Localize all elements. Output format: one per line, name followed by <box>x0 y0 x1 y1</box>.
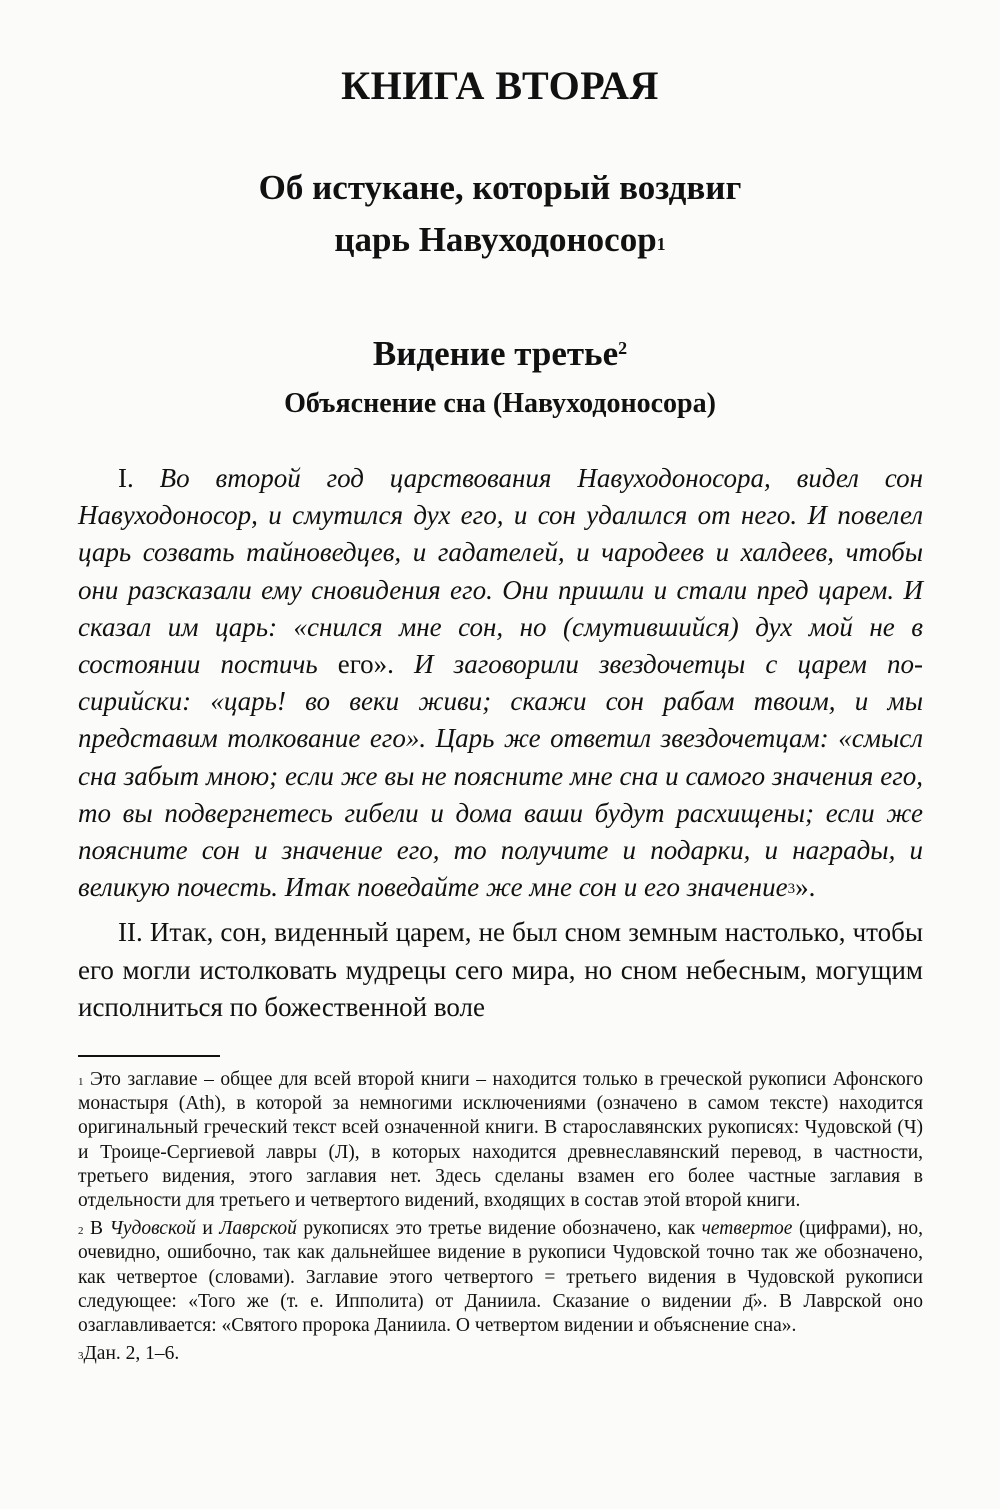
footnote-1-mark: 1 <box>78 1076 84 1088</box>
section-title-line1: Об истукане, который воздвиг <box>258 168 742 207</box>
section-title <box>0 162 1000 266</box>
footnote-1-text: Это заглавие – общее для всей второй книги – находится только в греческой рукописи Афонского монастыря (Ath), в которой за немногими исключениями (означено в самом тексте) находится оригинальный греческий текст всей означенной книги. В старославянских рукописях: Чудовской (Ч) и Троице-Сергиевой лавры (Л), в которых находится древнеславянский перевод, в частности, третьего видения, этого заглавия нет. Здесь сделаны взамен его более частные заглавия в отдельности для третьего и четвертого видений, входящих в состав этой второй книги. <box>78 1069 924 1212</box>
section-title-line2 <box>0 214 1000 266</box>
footnote-2-mark: 2 <box>78 1225 84 1238</box>
footnote-3 <box>78 1342 923 1366</box>
footnote-1 <box>78 1068 923 1213</box>
paragraph-1-text-continued: И заговорили звездочетцы с царем по-сирийски: «царь! во веки живи; скажи сон рабам твоим, и мы представим толкование его». Царь же ответил звездочетцам: «смысл сна забыт мною; если же вы не поясните мне сна и самого значения его, то вы подвергнетесь гибели и дома ваши будут расхищены; если же поясните сон и значение его, то получите и подарки, и награды, и великую почесть. Итак поведайте же мне сон и его значение <box>78 649 923 903</box>
vision-subtitle: Объяснение сна (Навуходоносора) <box>284 388 716 419</box>
footnote-3-text: Дан. 2, 1–6. <box>83 1343 180 1365</box>
paragraph-2 <box>78 914 923 1026</box>
vision-title-text: Видение третье <box>372 334 619 373</box>
footnote-2-mid2: рукописях это третье видение обозначено, как <box>303 1218 696 1240</box>
footnotes <box>78 1068 923 1370</box>
paragraph-1-tail: ». <box>795 872 816 903</box>
vision-title <box>0 334 1000 374</box>
footnote-divider <box>78 1055 220 1057</box>
paragraph-2-number: II. <box>118 917 143 948</box>
footnote-2 <box>78 1217 923 1338</box>
footnote-ref-3[interactable]: 3 <box>787 881 796 898</box>
section-title-line2-text: царь Навуходоносор <box>334 220 657 259</box>
footnote-2-lavra: Лаврской <box>219 1218 297 1240</box>
paragraph-2-text: Итак, сон, виденный царем, не был сном земным настолько, чтобы его могли истолковать мудрецы сего мира, но сном небесным, могущим исполниться по божественной воле <box>78 917 923 1022</box>
book-title: КНИГА ВТОРАЯ <box>341 63 659 108</box>
main-text <box>78 460 923 1026</box>
paragraph-1 <box>78 460 923 906</box>
paragraph-1-text: Во второй год царствования Навуходоносора, видел сон Навуходоносор, и смутился дух его, и сон удалился от него. И повелел царь созвать тайноведцев, и гадателей, и чародеев и халдеев, чтобы они разсказали ему сновидения его. Они пришли и стали пред царем. И сказал им царь: «снился мне сон, но (смутившийся) дух мой не в состоянии постичь <box>78 463 923 680</box>
footnote-3-mark: 3 <box>78 1350 84 1363</box>
footnote-2-rest: (цифрами), но, очевидно, ошибочно, так как дальнейшее видение в рукописи Чудовской точно так же обозначено, как четвертое (словами). Заглавие этого четвертого = третьего видения в Чудовской рукописи следующее: «Того же (т. е. Ипполита) от Даниила. Сказание о видении д҃». В Лаврской оно озаглавливается: «Святого пророка Даниила. О четвертом видении и объяснение сна». <box>78 1218 924 1337</box>
paragraph-1-number: I. <box>118 463 134 493</box>
footnote-2-chudov: Чудовской <box>109 1218 196 1240</box>
footnote-2-fourth: четвертое <box>701 1218 793 1240</box>
footnote-2-mid1: и <box>202 1218 213 1240</box>
paragraph-1-text-roman: его». <box>337 649 394 680</box>
footnote-2-pre: В <box>89 1218 103 1240</box>
footnote-ref-2[interactable]: 2 <box>618 338 628 358</box>
footnote-ref-1[interactable]: 1 <box>656 234 666 254</box>
